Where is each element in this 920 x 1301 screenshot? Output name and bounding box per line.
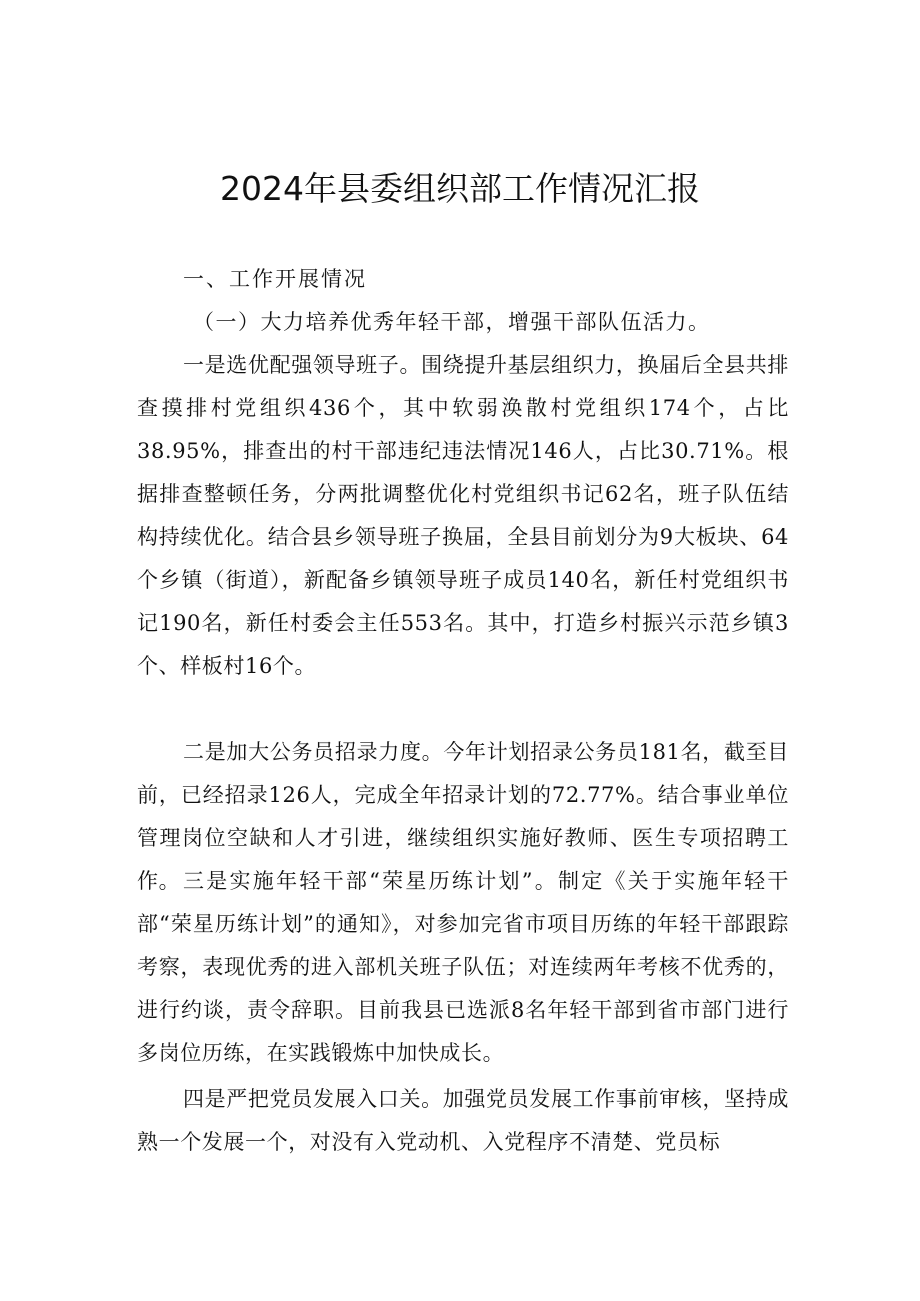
paragraph-1: 一是选优配强领导班子。围绕提升基层组织力，换届后全县共排查摸排村党组织436个，其中软弱涣散村党组织174个，占比38.95%，排查出的村干部违纪违法情况146人，占比30.71%。根据排查整顿任务，分两批调整优化村党组织书记62名，班子队伍结构持续优化。结合县乡领导班子换届，全县目前划分为9大板块、64个乡镇（街道），新配备乡镇领导班子成员140名，新任村党组织书记190名，新任村委会主任553名。其中，打造乡村振兴示范乡镇3个、样板村16个。 [137,353,789,678]
paragraph-4: 四是严把党员发展入口关。加强党员发展工作事前审核，坚持成熟一个发展一个，对没有入党动机、入党程序不清楚、党员标 [137,1087,789,1154]
section-heading: 一、工作开展情况 [183,267,367,291]
document-title: 2024年县委组织部工作情况汇报 [220,169,700,208]
paragraph-2: 二是加大公务员招录力度。今年计划招录公务员181名，截至目前，已经招录126人，完成全年招录计划的72.77%。结合事业单位管理岗位空缺和人才引进，继续组织实施好教师、医生专项招聘工作。 [137,740,789,893]
paragraph-3-block [137,860,789,1075]
paragraph-1-block [137,344,789,688]
paragraph-4-block [137,1078,789,1164]
subsection-heading: （一）大力培养优秀年轻干部，增强干部队伍活力。 [193,310,711,334]
paragraph-3: 三是实施年轻干部“荣星历练计划”。制定《关于实施年轻干部“荣星历练计划”的通知》，对参加完省市项目历练的年轻干部跟踪考察，表现优秀的进入部机关班子队伍；对连续两年考核不优秀的，进行约谈，责令辞职。目前我县已选派8名年轻干部到省市部门进行多岗位历练，在实践锻炼中加快成长。 [137,869,789,1065]
page-bottom-margin [0,1170,920,1301]
